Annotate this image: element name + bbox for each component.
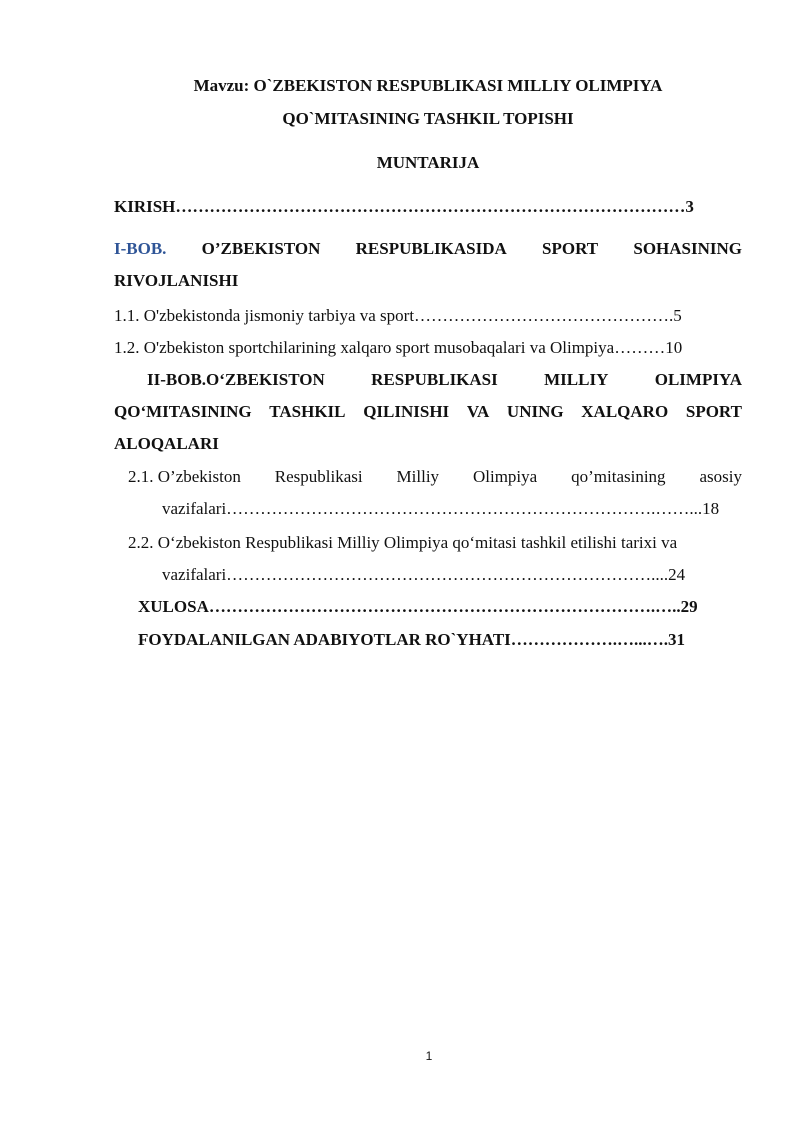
- chapter2-line2-word-2: TASHKIL: [269, 402, 346, 421]
- toc-section-2-1-line2: vazifalari………………………………………………………………….……...18: [162, 499, 720, 518]
- chapter1-word-1: O’ZBEKISTON: [201, 239, 321, 258]
- chapter2-word-2: RESPUBLIKASI: [371, 370, 498, 389]
- document-title-line-1: Mavzu: O`ZBEKISTON RESPUBLIKASI MILLIY OLIMPIYA: [193, 76, 663, 95]
- chapter2-word-3: MILLIY: [544, 370, 609, 389]
- toc-intro: KIRISH………………………………………………………………………………3: [114, 197, 694, 216]
- toc-conclusion: XULOSA…………………………………………………………………….…..29: [138, 597, 698, 616]
- toc-chapter2-title-line2: [114, 402, 742, 422]
- section21-word-6: asosiy: [699, 467, 742, 486]
- chapter2-word-1: II-BOB.O‘ZBEKISTON: [147, 370, 325, 389]
- section21-word-3: Milliy: [396, 467, 440, 486]
- toc-section-2-2: 2.2. O‘zbekiston Respublikasi Milliy Olimpiya qo‘mitasi tashkil etilishi tarixi va: [128, 533, 678, 552]
- chapter1-word-3: SPORT: [542, 239, 599, 258]
- toc-bibliography: FOYDALANILGAN ADABIYOTLAR RO`YHATI……………….…...….31: [138, 630, 686, 649]
- toc-section-2-1: [128, 467, 742, 487]
- section21-word-2: Respublikasi: [274, 467, 363, 486]
- section21-word-5: qo’mitasining: [571, 467, 666, 486]
- toc-chapter2-title: [147, 370, 742, 390]
- toc-section-1-2: 1.2. O'zbekiston sportchilarining xalqaro sport musobaqalari va Olimpiya………10: [114, 338, 683, 357]
- toc-chapter2-title-line3: ALOQALARI: [114, 434, 219, 453]
- chapter1-word-2: RESPUBLIKASIDA: [355, 239, 507, 258]
- section21-word-4: Olimpiya: [472, 467, 538, 486]
- toc-section-1-1: 1.1. O'zbekistonda jismoniy tarbiya va sport……………………………………….5: [114, 306, 682, 325]
- chapter2-line2-word-4: VA: [466, 402, 490, 421]
- section21-word-1: 2.1. O’zbekiston: [128, 467, 241, 486]
- toc-chapter1-title-line2: RIVOJLANISHI: [114, 271, 239, 290]
- chapter2-line2-word-1: QO‘MITASINING: [114, 402, 252, 421]
- page-number: 1: [425, 1049, 433, 1063]
- chapter2-line2-word-6: XALQARO: [581, 402, 669, 421]
- chapter1-prefix: I-BOB.: [114, 239, 167, 258]
- toc-chapter1-title: [114, 239, 742, 259]
- toc-section-2-2-line2: vazifalari…………………………………………………………………....24: [162, 565, 686, 584]
- chapter2-line2-word-7: SPORT: [685, 402, 742, 421]
- chapter1-word-4: SOHASINING: [633, 239, 742, 258]
- chapter2-word-4: OLIMPIYA: [654, 370, 742, 389]
- contents-heading: MUNTARIJA: [376, 153, 480, 172]
- document-title-line-2: QO`MITASINING TASHKIL TOPISHI: [282, 109, 574, 128]
- chapter2-line2-word-3: QILINISHI: [363, 402, 450, 421]
- chapter2-line2-word-5: UNING: [506, 402, 564, 421]
